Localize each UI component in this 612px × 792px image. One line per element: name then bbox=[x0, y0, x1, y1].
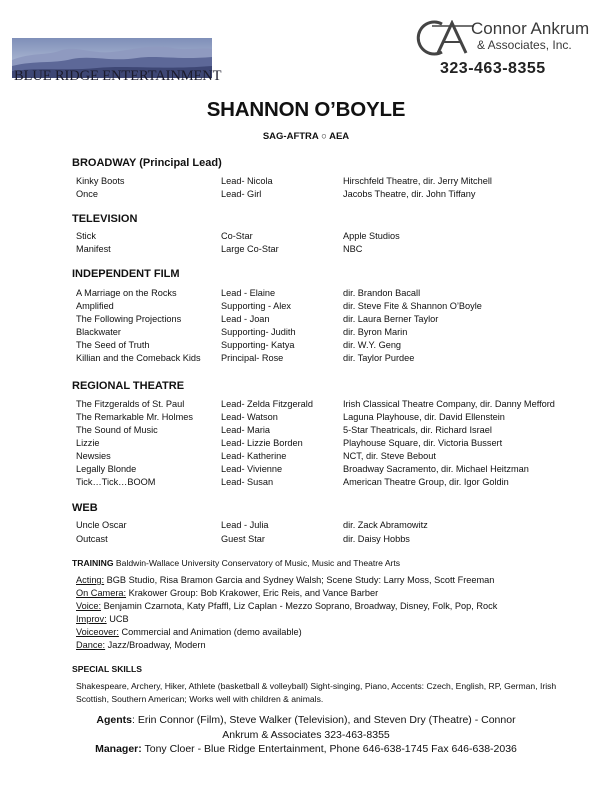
agents-label: Agents bbox=[96, 714, 132, 726]
credit-row: Lizzie Lead- Lizzie Borden Playhouse Square, dir. Victoria Bussert bbox=[76, 438, 503, 448]
credit-row: The Sound of Music Lead- Maria 5-Star Theatricals, dir. Richard Israel bbox=[76, 425, 492, 435]
special-skills-text: Shakespeare, Archery, Hiker, Athlete (basketball & volleyball) Sight-singing, Piano, Accents: Czech, English, RP, German, Irish Scottish, Southern American; Works well with children & animals. bbox=[76, 681, 557, 704]
section-title-independent-film: INDEPENDENT FILM bbox=[72, 268, 180, 280]
credit-row: Stick Co-Star Apple Studios bbox=[76, 231, 400, 241]
credit-row: The Following Projections Lead - Joan dir. Laura Berner Taylor bbox=[76, 314, 439, 324]
section-title-broadway: BROADWAY (Principal Lead) bbox=[72, 157, 222, 169]
credit-row: The Seed of Truth Supporting- Katya dir. W.Y. Geng bbox=[76, 340, 402, 350]
union-affiliations: SAG-AFTRA ○ AEA bbox=[262, 131, 350, 142]
training-item: Voice: Benjamin Czarnota, Katy Pfaffl, Liz Caplan - Mezzo Soprano, Broadway, Disney, Folk, Pop, Rock bbox=[76, 601, 498, 611]
special-skills-heading: SPECIAL SKILLS bbox=[72, 664, 143, 674]
training-item: Voiceover: Commercial and Animation (demo available) bbox=[76, 627, 302, 637]
credit-row: The Remarkable Mr. Holmes Lead- Watson Laguna Playhouse, dir. David Ellenstein bbox=[76, 412, 505, 422]
section-title-regional-theatre: REGIONAL THEATRE bbox=[72, 380, 185, 392]
manager-line bbox=[0, 743, 612, 755]
credit-row: Amplified Supporting - Alex dir. Steve Fite & Shannon O’Boyle bbox=[76, 301, 482, 311]
training-school: Baldwin-Wallace University Conservatory of Music, Music and Theatre Arts bbox=[113, 558, 401, 568]
section-title-web: WEB bbox=[72, 502, 98, 514]
blue-ridge-company-name: BLUE RIDGE ENTERTAINMENT bbox=[14, 68, 222, 84]
credit-row: Legally Blonde Lead- Vivienne Broadway Sacramento, dir. Michael Heitzman bbox=[76, 464, 529, 474]
credit-row: Kinky Boots Lead- Nicola Hirschfeld Theatre, dir. Jerry Mitchell bbox=[76, 176, 492, 186]
agents-text: : Erin Connor (Film), Steve Walker (Television), and Steven Dry (Theatre) - Connor bbox=[132, 714, 516, 726]
training-item: Acting: BGB Studio, Risa Bramon Garcia and Sydney Walsh; Scene Study: Larry Moss, Scott Freeman bbox=[76, 575, 495, 585]
credit-row: Once Lead- Girl Jacobs Theatre, dir. John Tiffany bbox=[76, 189, 476, 199]
training-item: On Camera: Krakower Group: Bob Krakower, Eric Reis, and Vance Barber bbox=[76, 588, 379, 598]
section-title-television: TELEVISION bbox=[72, 213, 138, 225]
training-line bbox=[72, 558, 400, 568]
connor-ankrum-name: Connor Ankrum bbox=[471, 19, 590, 38]
credit-row: Newsies Lead- Katherine NCT, dir. Steve Bebout bbox=[76, 451, 436, 461]
manager-text: Tony Cloer - Blue Ridge Entertainment, Phone 646-638-1745 Fax 646-638-2036 bbox=[141, 743, 517, 755]
credit-row: Manifest Large Co-Star NBC bbox=[76, 244, 363, 254]
credit-row: The Fitzgeralds of St. Paul Lead- Zelda Fitzgerald Irish Classical Theatre Company, dir. Danny Mefford bbox=[76, 399, 555, 409]
actor-name: SHANNON O’BOYLE bbox=[206, 98, 406, 121]
credit-row: Killian and the Comeback Kids Principal- Rose dir. Taylor Purdee bbox=[76, 353, 415, 363]
credit-row: Blackwater Supporting- Judith dir. Byron Marin bbox=[76, 327, 408, 337]
connor-ankrum-associates: & Associates, Inc. bbox=[477, 38, 572, 52]
connor-ankrum-logo-mark bbox=[412, 20, 474, 56]
credit-row: Outcast Guest Star dir. Daisy Hobbs bbox=[76, 534, 410, 544]
agency-phone: 323-463-8355 bbox=[440, 60, 546, 77]
agents-line-2: Ankrum & Associates 323-463-8355 bbox=[222, 729, 390, 741]
credit-row: Uncle Oscar Lead - Julia dir. Zack Abramowitz bbox=[76, 520, 428, 530]
training-heading: TRAINING bbox=[72, 558, 114, 568]
credit-row: Tick…Tick…BOOM Lead- Susan American Theatre Group, dir. Igor Goldin bbox=[76, 477, 509, 487]
credit-row: A Marriage on the Rocks Lead - Elaine dir. Brandon Bacall bbox=[76, 288, 421, 298]
training-item: Improv: UCB bbox=[76, 614, 129, 624]
agents-line bbox=[0, 714, 612, 726]
training-item: Dance: Jazz/Broadway, Modern bbox=[76, 640, 206, 650]
manager-label: Manager: bbox=[95, 743, 142, 755]
